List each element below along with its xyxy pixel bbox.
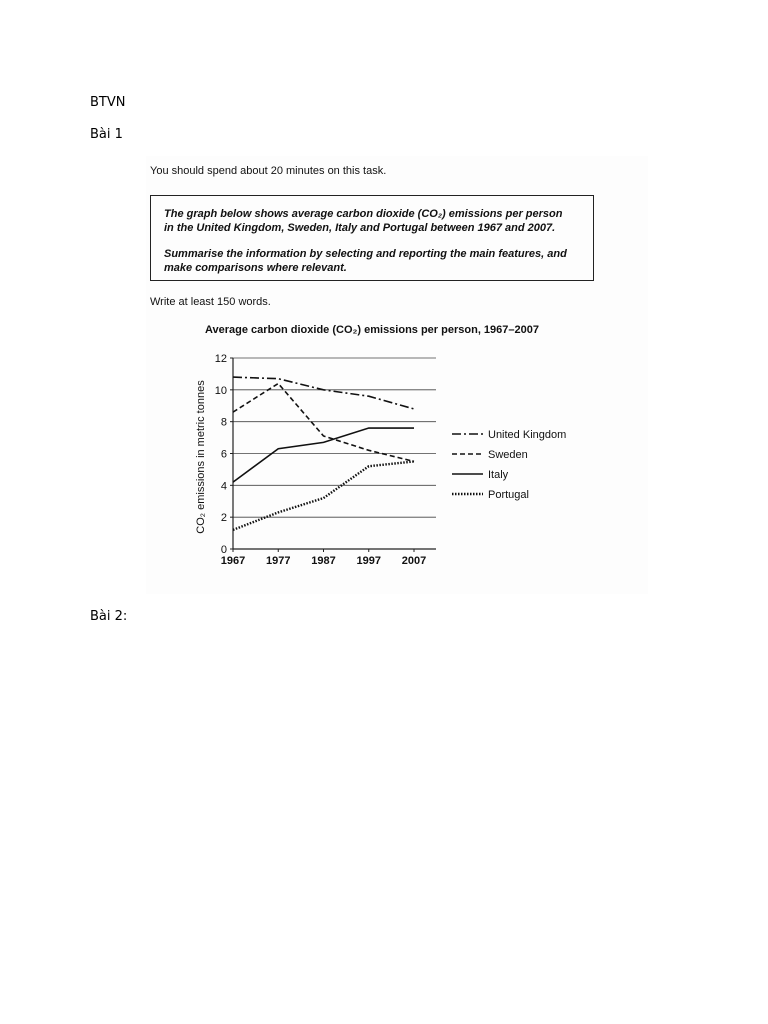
y-tick-label: 6 (220, 448, 227, 461)
y-tick-label: 0 (220, 544, 227, 556)
y-tick-label: 2 (220, 512, 227, 525)
chart-gridlines (233, 358, 436, 517)
task-instruction: You should spend about 20 minutes on this task. (150, 165, 387, 177)
x-tick-label: 1977 (266, 555, 291, 567)
task-prompt-line-3: Summarise the information by selecting and reporting the main features, and (164, 248, 567, 260)
exercise-2-label: Bài 2: (90, 609, 128, 624)
task-prompt-line-2: in the United Kingdom, Sweden, Italy and Portugal between 1967 and 2007. (164, 222, 556, 234)
y-axis-label: CO₂ emissions in metric tonnes (195, 380, 207, 534)
y-tick-label: 4 (220, 480, 227, 493)
y-tick-label: 8 (220, 416, 227, 429)
emissions-line-chart (146, 156, 648, 594)
series-line-portugal (233, 461, 414, 529)
task-prompt-line-1: The graph below shows average carbon dioxide (CO₂) emissions per person (164, 208, 563, 220)
y-tick-label: 10 (214, 384, 227, 397)
legend-label-portugal: Portugal (488, 489, 529, 501)
x-tick-label: 1997 (356, 555, 381, 567)
x-tick-label: 1967 (220, 555, 246, 567)
task-image (146, 156, 648, 594)
chart-legend (452, 429, 566, 501)
task-prompt-line-4: make comparisons where relevant. (164, 262, 347, 274)
series-line-united-kingdom (233, 377, 414, 409)
x-tick-label: 1987 (311, 555, 336, 567)
legend-label-united-kingdom: United Kingdom (488, 429, 567, 441)
series-line-sweden (233, 383, 414, 461)
y-tick-label: 12 (214, 353, 227, 365)
legend-label-sweden: Sweden (488, 449, 528, 461)
word-count-requirement: Write at least 150 words. (150, 296, 271, 308)
document-heading: BTVN (90, 95, 126, 110)
chart-title: Average carbon dioxide (CO₂) emissions per person, 1967–2007 (204, 324, 540, 336)
legend-label-italy: Italy (488, 469, 509, 481)
x-tick-label: 2007 (401, 555, 427, 567)
exercise-1-label: Bài 1 (90, 127, 123, 142)
chart-axes (215, 353, 436, 567)
